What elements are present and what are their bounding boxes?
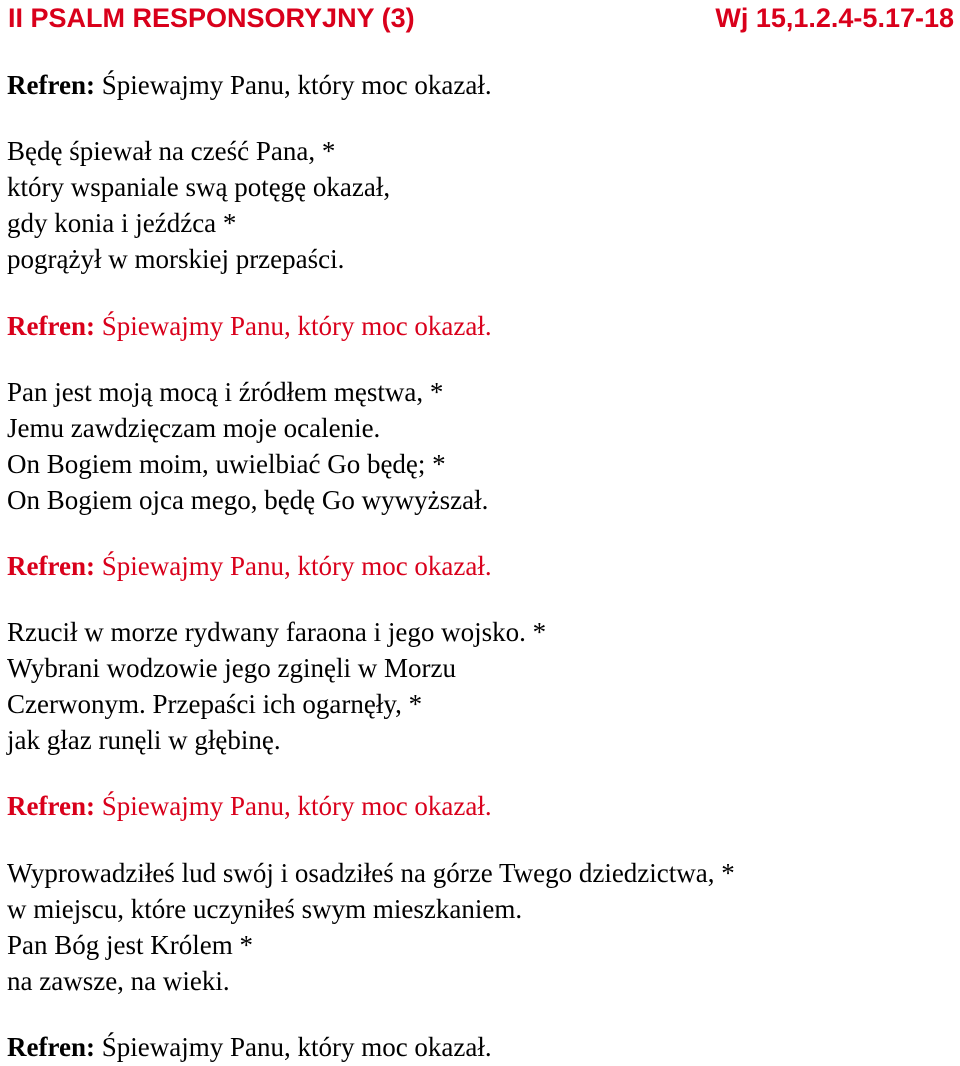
refrain-label: Refren: xyxy=(7,70,95,100)
stanza-line: Pan jest moją mocą i źródłem męstwa, * xyxy=(7,377,444,407)
refrain-label: Refren: xyxy=(7,311,95,341)
page-header xyxy=(0,0,960,40)
refrain-2 xyxy=(7,308,492,344)
stanza-line: Rzucił w morze rydwany faraona i jego wojsko. * xyxy=(7,617,547,647)
refrain-text: Śpiewajmy Panu, który moc okazał. xyxy=(101,70,492,100)
stanza-line: jak głaz runęli w głębinę. xyxy=(7,725,281,755)
stanza-line: Jemu zawdzięczam moje ocalenie. xyxy=(7,413,381,443)
stanza-line: Wyprowadziłeś lud swój i osadziłeś na górze Twego dziedzictwa, * xyxy=(7,858,735,888)
refrain-label: Refren: xyxy=(7,1032,95,1062)
stanza-line: gdy konia i jeźdźca * xyxy=(7,208,237,238)
stanza-line: Pan Bóg jest Królem * xyxy=(7,930,253,960)
refrain-4 xyxy=(7,788,492,824)
refrain-text: Śpiewajmy Panu, który moc okazał. xyxy=(101,791,492,821)
stanza-line: Czerwonym. Przepaści ich ogarnęły, * xyxy=(7,689,423,719)
stanza-line: Wybrani wodzowie jego zginęli w Morzu xyxy=(7,653,456,683)
stanza-1 xyxy=(7,133,390,277)
stanza-4 xyxy=(7,855,735,999)
stanza-line: na zawsze, na wieki. xyxy=(7,966,230,996)
stanza-line: który wspaniale swą potęgę okazał, xyxy=(7,172,391,202)
stanza-2 xyxy=(7,374,488,518)
stanza-line: w miejscu, które uczyniłeś swym mieszkaniem. xyxy=(7,894,523,924)
refrain-5 xyxy=(7,1029,492,1065)
refrain-text: Śpiewajmy Panu, który moc okazał. xyxy=(101,311,492,341)
refrain-label: Refren: xyxy=(7,551,95,581)
stanza-3 xyxy=(7,614,546,758)
refrain-text: Śpiewajmy Panu, który moc okazał. xyxy=(101,1032,492,1062)
stanza-line: On Bogiem ojca mego, będę Go wywyższał. xyxy=(7,485,489,515)
stanza-line: pogrążył w morskiej przepaści. xyxy=(7,244,345,274)
stanza-line: Będę śpiewał na cześć Pana, * xyxy=(7,136,336,166)
psalm-title: II PSALM RESPONSORYJNY (3) xyxy=(8,3,415,33)
refrain-1 xyxy=(7,67,492,103)
scripture-reference: Wj 15,1.2.4-5.17-18 xyxy=(715,3,954,33)
refrain-3 xyxy=(7,548,492,584)
refrain-text: Śpiewajmy Panu, który moc okazał. xyxy=(101,551,492,581)
refrain-label: Refren: xyxy=(7,791,95,821)
stanza-line: On Bogiem moim, uwielbiać Go będę; * xyxy=(7,449,446,479)
